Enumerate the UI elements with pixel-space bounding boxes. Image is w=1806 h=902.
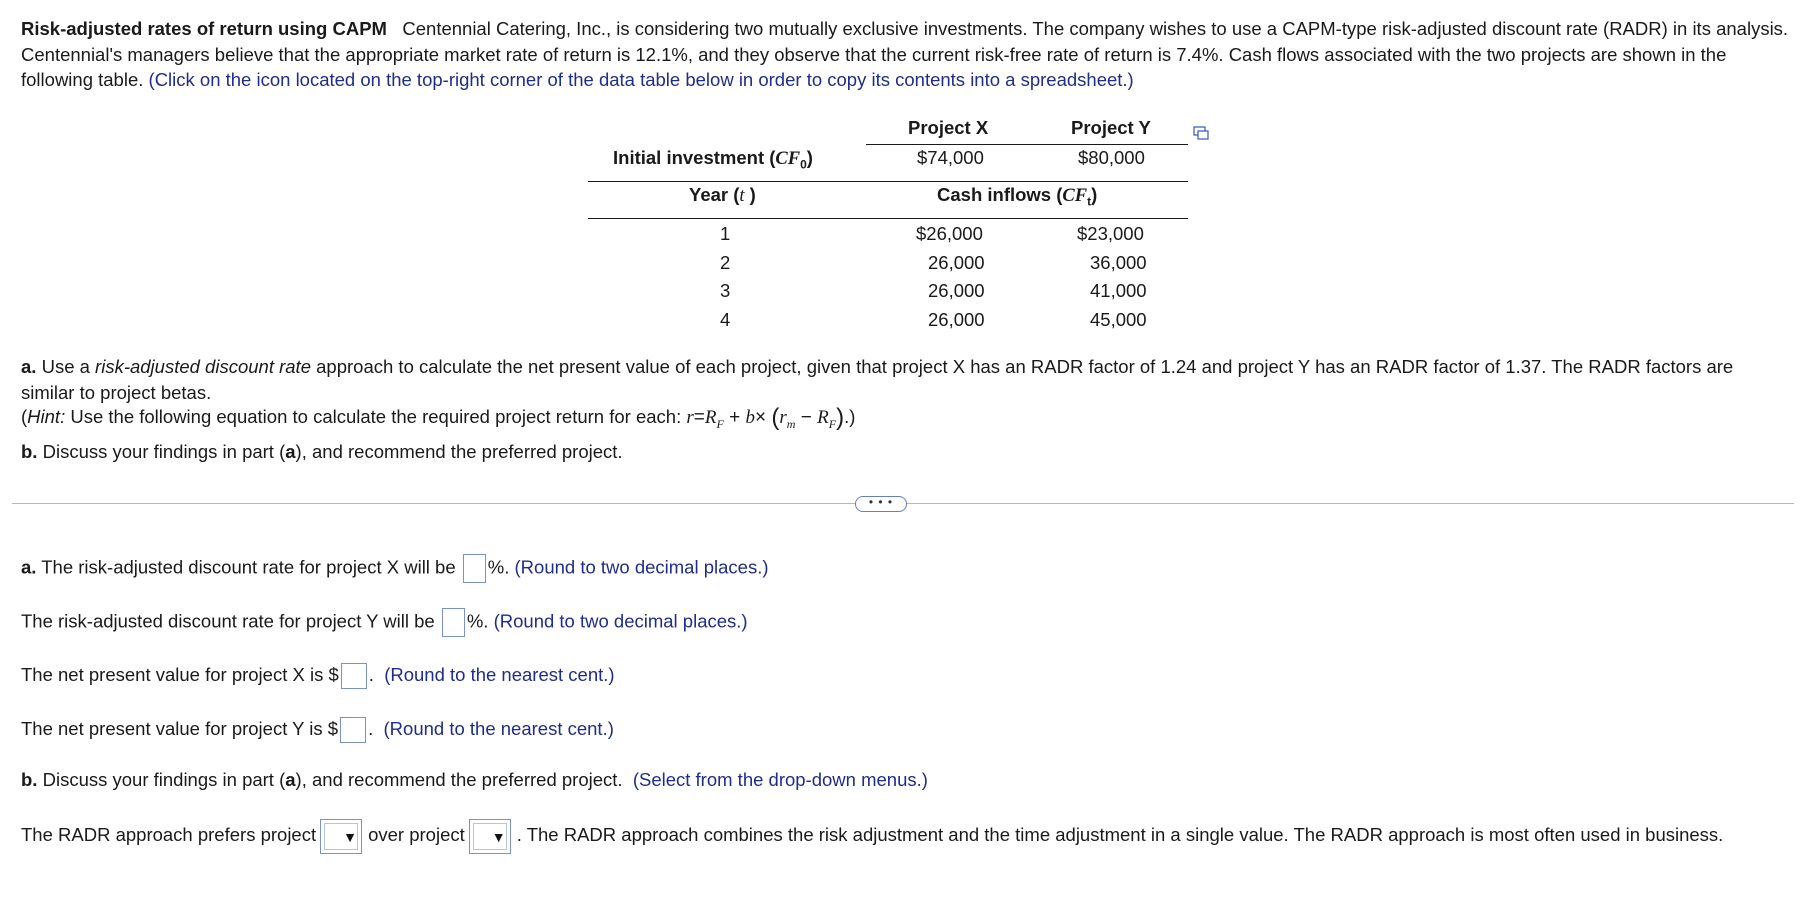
other-project-dropdown[interactable] xyxy=(469,819,511,854)
answer-part-b-selection: The RADR approach prefers project ▼ over project ▼ . The RADR approach combines the risk adjustment and the time adjustment in a single value. The RADR approach is most often used in business. xyxy=(21,818,1791,854)
answer-radr-y: The risk-adjusted discount rate for project Y will be %. (Round to two decimal places.) xyxy=(21,608,748,637)
year-rule xyxy=(588,218,1188,219)
dropdown-arrow-icon: ▼ xyxy=(491,828,506,845)
year-cell: 4 xyxy=(720,309,731,330)
year-cell: 3 xyxy=(720,280,731,301)
initial-investment-label: Initial investment $(CF_0)$ xyxy=(613,147,813,172)
project-x-cell: 26,000 xyxy=(928,309,985,330)
problem-title: Risk-adjusted rates of return using CAPM xyxy=(21,18,387,39)
radr-y-input[interactable] xyxy=(442,608,465,637)
col-header-project-x: Project X xyxy=(908,117,989,138)
question-part-b: b. Discuss your findings in part (a), and recommend the preferred project. xyxy=(21,441,623,462)
project-x-cell: 26,000 xyxy=(928,280,985,301)
answer-npv-y: The net present value for project Y is $ . (Round to the nearest cent.) xyxy=(21,716,614,743)
project-x-initial: $74,000 xyxy=(917,147,984,168)
radr-x-input[interactable] xyxy=(463,554,486,583)
answer-part-b-prompt: b. Discuss your findings in part (a), and recommend the preferred project. (Select from the drop-down menus.) xyxy=(21,769,928,790)
project-y-initial: $80,000 xyxy=(1078,147,1145,168)
initial-rule xyxy=(588,181,1188,182)
npv-x-input[interactable] xyxy=(341,663,367,689)
project-y-cell: $23,000 xyxy=(1077,223,1144,244)
dropdown-arrow-icon: ▼ xyxy=(343,828,357,845)
expand-more-button[interactable]: • • • xyxy=(855,496,907,512)
project-y-cell: 36,000 xyxy=(1090,252,1147,273)
answer-radr-x: a. The risk-adjusted discount rate for project X will be %. (Round to two decimal places.) xyxy=(21,554,769,583)
project-y-cell: 45,000 xyxy=(1090,309,1147,330)
copy-table-icon[interactable] xyxy=(1193,123,1209,137)
hint-line: (Hint: Use the following equation to calculate the required project return for each: $r=R_F + b\times (r_m - R_F)$.) xyxy=(21,404,856,431)
problem-statement xyxy=(21,16,1791,93)
question-part-a: a. Use a risk-adjusted discount rate approach to calculate the net present value of each project, given that project X has an RADR factor of 1.24 and project Y has an RADR factor of 1.37. The RADR factors are similar to project betas. xyxy=(21,356,1734,403)
project-x-cell: 26,000 xyxy=(928,252,985,273)
copy-note: (Click on the icon located on the top-right corner of the data table below in order to copy its contents into a spreadsheet.) xyxy=(148,69,1134,90)
problem-text: Centennial Catering, Inc., is considering two mutually exclusive investments. The company wishes to use a CAPM-type risk-adjusted discount rate (RADR) in its analysis. Centennial's managers believe that the appropriate market rate of return is 12.1%, and they observe that the current risk-free rate of return is 7.4%. Cash flows associated with the two projects are shown in the following table. xyxy=(21,18,1789,90)
npv-y-input[interactable] xyxy=(340,717,366,743)
preferred-project-dropdown[interactable] xyxy=(320,819,362,854)
answer-npv-x: The net present value for project X is $ . (Round to the nearest cent.) xyxy=(21,662,615,689)
year-cell: 1 xyxy=(720,223,731,244)
capm-formula: $r=R_F + b\times (r_m - R_F)$ xyxy=(686,404,845,431)
col-header-project-y: Project Y xyxy=(1071,117,1151,138)
year-label: Year (t ) xyxy=(689,184,756,206)
header-rule xyxy=(866,144,1188,145)
cash-inflows-label: Cash inflows $(CF_t)$ xyxy=(937,184,1098,209)
year-cell: 2 xyxy=(720,252,731,273)
project-x-cell: $26,000 xyxy=(916,223,983,244)
project-y-cell: 41,000 xyxy=(1090,280,1147,301)
